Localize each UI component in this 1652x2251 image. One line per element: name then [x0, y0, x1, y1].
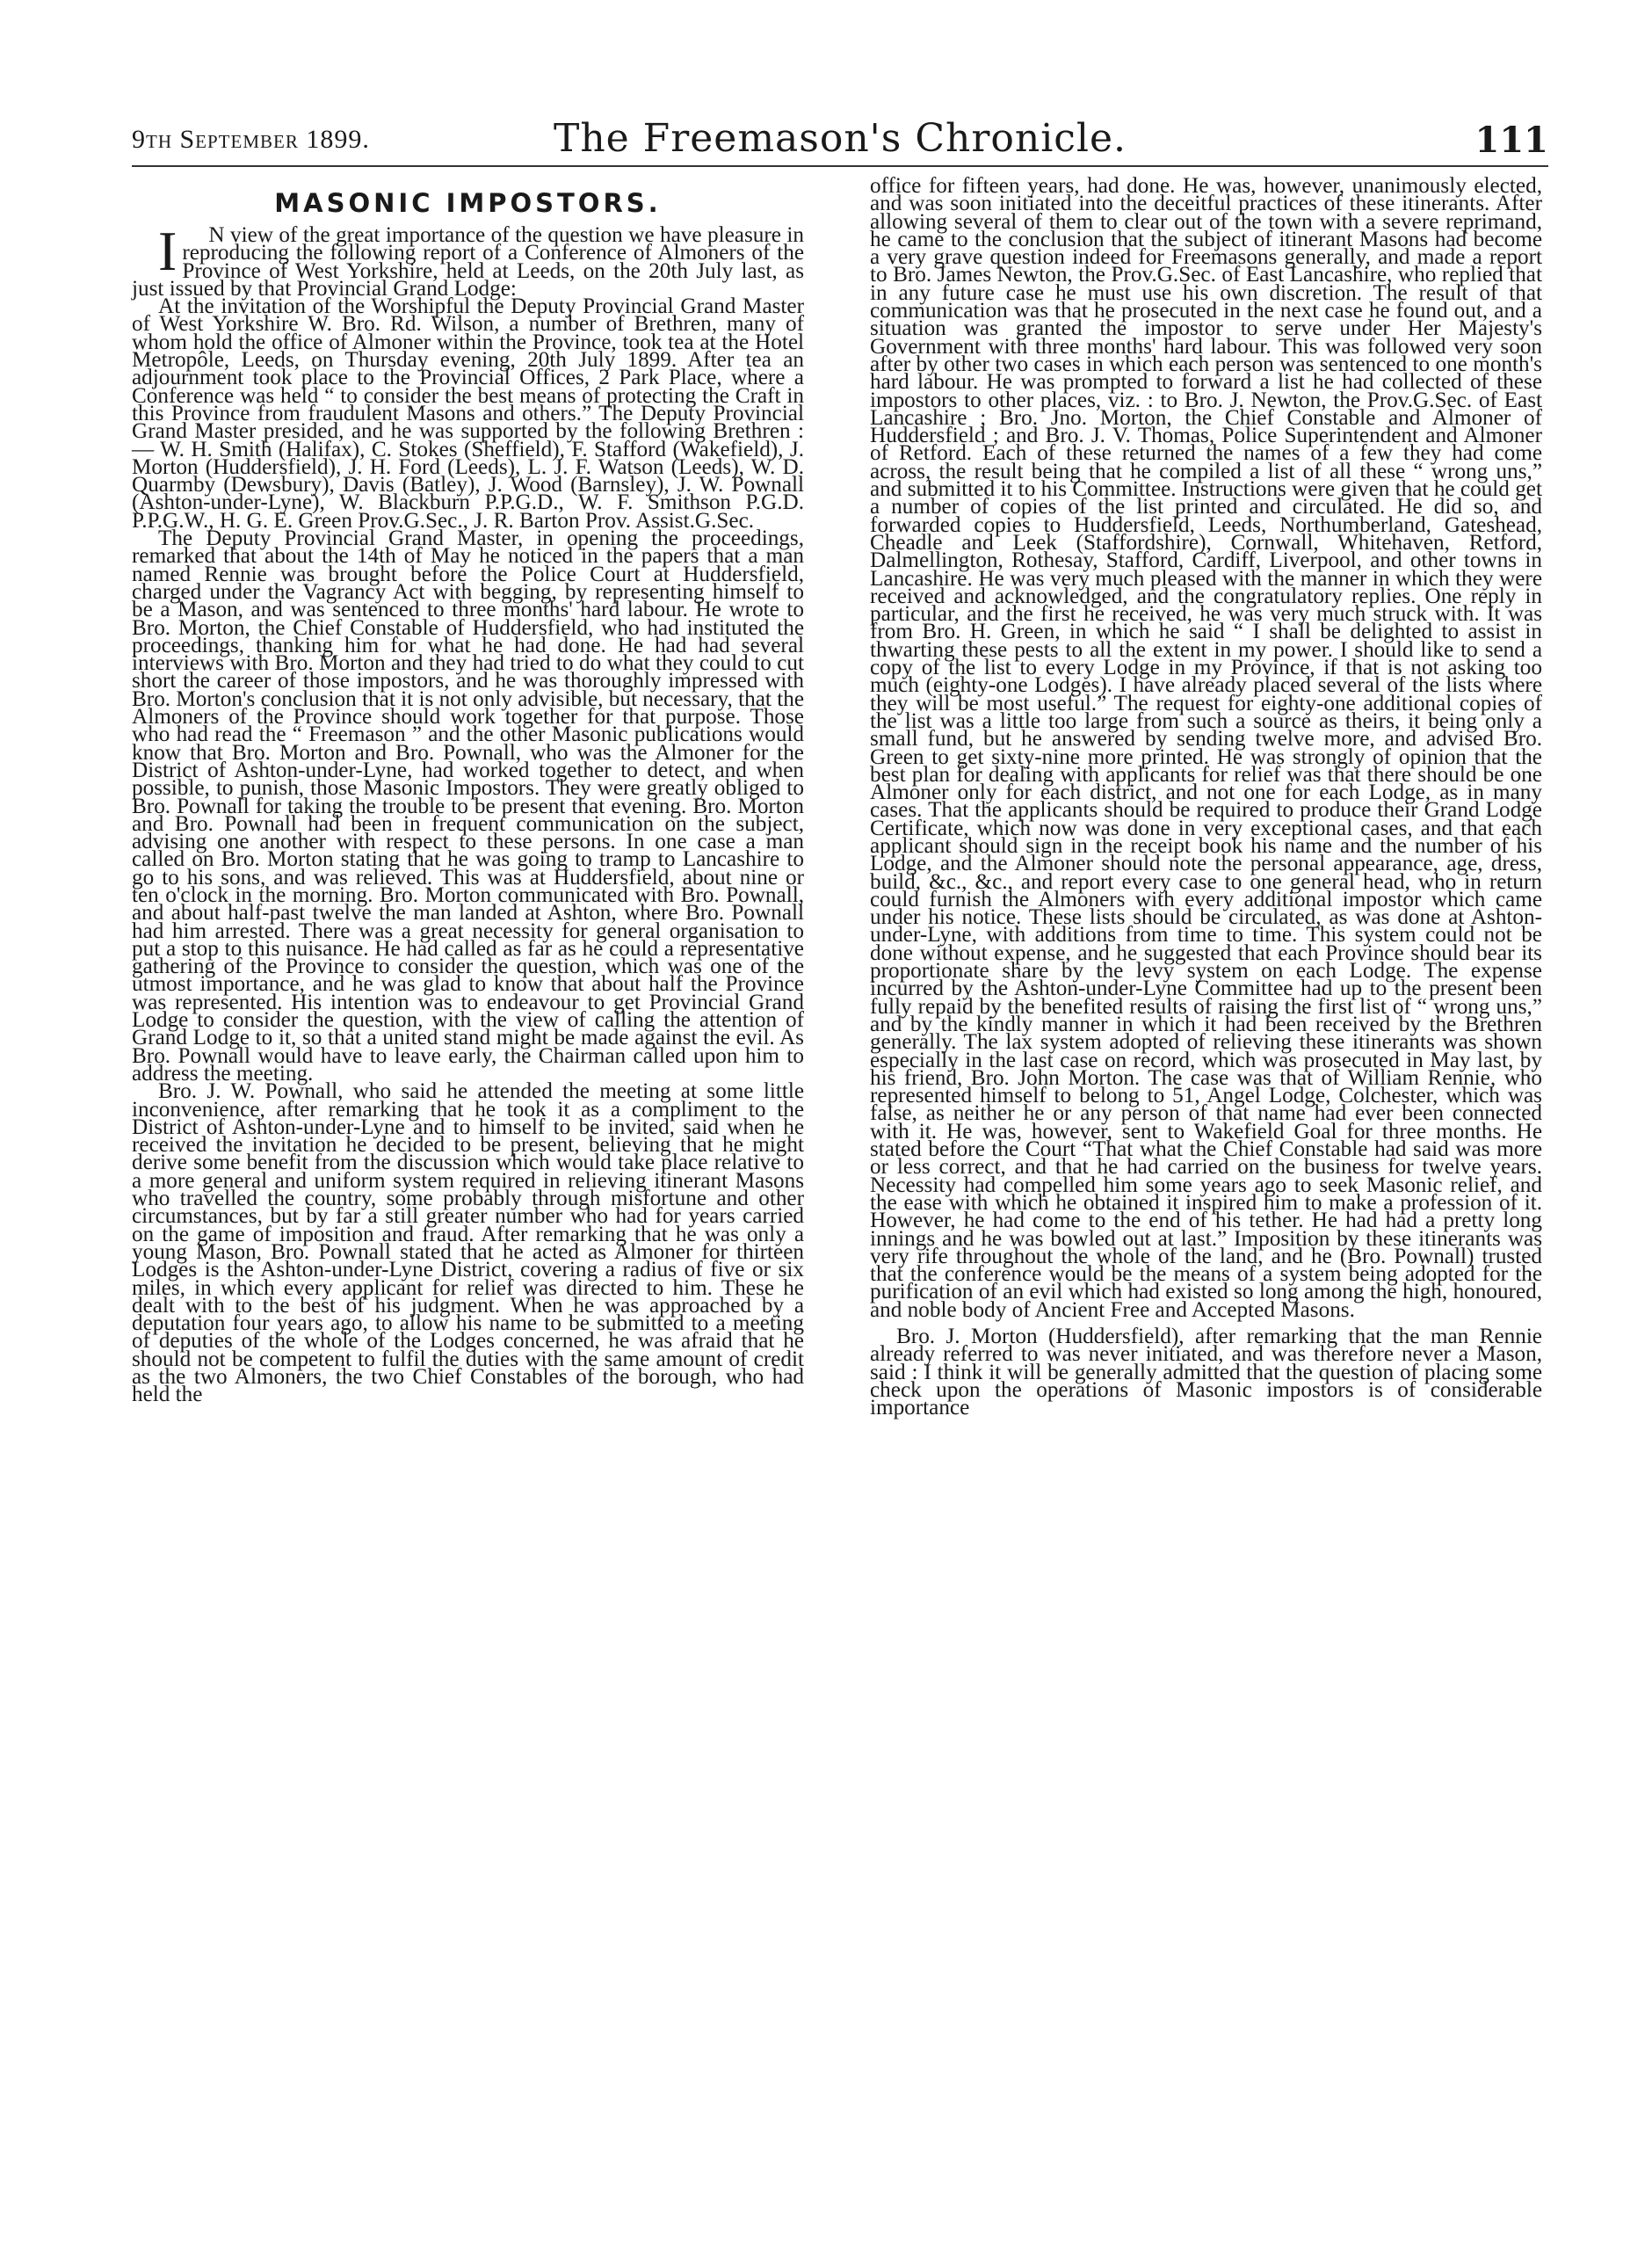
right-column — [870, 174, 1542, 1420]
left-column — [132, 178, 804, 1405]
drop-cap: I — [158, 220, 178, 282]
header-rule — [132, 165, 1548, 167]
paragraph: The Deputy Provincial Grand Master, in opening the proceedings, remarked that about the 14th of May he noticed in the papers that a man named Rennie was brought before the Police Court at Huddersfield, charged under the Vagrancy Act with begging, by representing himself to be a Mason, and was sentenced to three months' hard labour. He wrote to Bro. Morton, the Chief Constable of Huddersfield, who had instituted the proceedings, thanking him for what he had done. He had had several interviews with Bro. Morton and they had tried to do what they could to cut short the career of those impostors, and he was thoroughly impressed with Bro. Morton's conclusion that it is not only advisible, but necessary, that the Almoners of the Province should work together for that purpose. Those who had read the “ Freemason ” and the other Masonic publications would know that Bro. Morton and Bro. Pownall, who was the Almoner for the District of Ashton-under-Lyne, had worked together to detect, and when possible, to punish, those Masonic Impostors. They were greatly obliged to Bro. Pownall for taking the trouble to be present that evening. Bro. Morton and Bro. Pownall had been in frequent communication on the subject, advising one another with respect to these persons. In one case a man called on Bro. Morton stating that he was going to tramp to Lancashire to go to his sons, and was relieved. This was at Huddersfield, about nine or ten o'clock in the morning. Bro. Morton communicated with Bro. Pownall, and about half-past twelve the man landed at Ashton, where Bro. Pownall had him arrested. There was a great necessity for general organisation to put a stop to this nuisance. He had called as far as he could a representative gathering of the Province to consider the question, which was one of the utmost importance, and he was glad to know that about half the Province was represented. His intention was to endeavour to get Provincial Grand Lodge to consider the question, with the view of calling the attention of Grand Lodge to it, so that a united stand might be made against the evil. As Bro. Pownall would have to leave early, the Chairman called upon him to address the meeting. — [132, 526, 804, 1086]
paragraph: Bro. J. W. Pownall, who said he attended the meeting at some little inconvenience, after remarking that he took it as a compliment to the District of Ashton-under-Lyne and to himself to be invited, said when he received the invitation he decided to be present, believing that he might derive some benefit from the discussion which would take place relative to a more general and uniform system required in relieving itinerant Masons who travelled the country, some probably through misfortune and other circumstances, but by far a still greater number who had for years carried on the game of imposition and fraud. After remarking that he was only a young Mason, Bro. Pownall stated that he acted as Almoner for thirteen Lodges is the Ashton-under-Lyne District, covering a radius of five or six miles, in which every applicant for relief was directed to him. These he dealt with to the best of his judgment. When he was approached by a deputation four years ago, to allow his name to be submitted to a meeting of deputies of the whole of the Lodges concerned, he was afraid that he should not be competent to fulfil the duties with the same amount of credit as the two Almoners, the two Chief Constables of the borough, who had held the — [132, 1079, 804, 1407]
intro-paragraph — [132, 220, 804, 301]
article-heading: MASONIC IMPOSTORS. — [274, 188, 662, 218]
intro-text: N view of the great importance of the question we have pleasure in reproducing the following report of a Conference of Almoners of the Province of West Yorkshire, held at Leeds, on the 20th July last, as just issued by that Provincial Grand Lodge: — [132, 223, 804, 301]
publication-title: The Freemason's Chronicle. — [553, 116, 1127, 161]
paragraph: At the invitation of the Worshipful the Deputy Provincial Grand Master of West Yorkshire W. Bro. Rd. Wilson, a number of Brethren, many of whom hold the office of Almoner within the Province, took tea at the Hotel Metropôle, Leeds, on Thursday evening, 20th July 1899. After tea an adjournment took place to the Provincial Offices, 2 Park Place, where a Conference was held “ to consider the best means of protecting the Craft in this Province from fraudulent Masons and others.” The Deputy Provincial Grand Master presided, and he was supported by the following Brethren :— W. H. Smith (Halifax), C. Stokes (Sheffield), F. Stafford (Wakefield), J. Morton (Huddersfield), J. H. Ford (Leeds), L. J. F. Watson (Leeds), W. D. Quarmby (Dewsbury), Davis (Batley), J. Wood (Barnsley), J. W. Pownall (Ashton-under-Lyne), W. Blackburn P.P.G.D., W. F. Smithson P.G.D. P.P.G.W., H. G. E. Green Prov.G.Sec., J. R. Barton Prov. Assist.G.Sec. — [132, 294, 804, 533]
issue-date: 9th September 1899. — [132, 125, 370, 154]
paragraph: Bro. J. Morton (Huddersfield), after remarking that the man Rennie already referred to was never initiated, and was therefore never a Mason, said : I think it will be generally admitted that the question of placing some check upon the operations of Masonic impostors is of considerable importance — [870, 1325, 1542, 1420]
page-number: 111 — [1474, 120, 1548, 161]
page-header — [132, 116, 1548, 160]
paragraph: office for fifteen years, had done. He was, however, unanimously elected, and was soon initiated into the deceitful practices of these itinerants. After allowing several of them to clear out of the town with a severe reprimand, he came to the conclusion that the subject of itinerant Masons had become a very grave question indeed for Freemasons generally, and made a report to Bro. James Newton, the Prov.G.Sec. of East Lancashire, who replied that in any future case he must use his own discretion. The result of that communication was that he prosecuted in the next case he found out, and a situation was granted the impostor to serve under Her Majesty's Government with three months' hard labour. This was followed very soon after by other two cases in which each person was sentenced to one month's hard labour. He was prompted to forward a list he had collected of these impostors to other places, viz. : to Bro. J. Newton, the Prov.G.Sec. of East Lancashire ; Bro. Jno. Morton, the Chief Constable and Almoner of Huddersfield ; and Bro. J. V. Thomas, Police Superintendent and Almoner of Retford. Each of these returned the names of a few they had come across, the result being that he compiled a list of all these “ wrong uns,” and submitted it to his Committee. Instructions were given that he could get a number of copies of the list printed and circulated. He did so, and forwarded copies to Huddersfield, Leeds, Northumberland, Gateshead, Cheadle and Leek (Staffordshire), Cornwall, Whitehaven, Retford, Dalmellington, Rothesay, Stafford, Cardiff, Liverpool, and other towns in Lancashire. He was very much pleased with the manner in which they were received and acknowledged, and the congratulatory replies. One reply in particular, and the first he received, he was very much struck with. It was from Bro. H. Green, in which he said “ I shall be delighted to assist in thwarting these pests to all the extent in my power. I should like to send a copy of the list to every Lodge in my Province, if that is not asking too much (eighty-one Lodges). I have already placed several of the lists where they will be most useful.” The request for eighty-one additional copies of the list was a little too large from such a source as theirs, it being only a small fund, but he answered by sending twelve more, and advised Bro. Green to get sixty-nine more printed. He was strongly of opinion that the best plan for dealing with applicants for relief was that there should be one Almoner only for each district, and not one for each Lodge, as in many cases. That the applicants should be required to produce their Grand Lodge Certificate, which now was done in very exceptional cases, and that each applicant should sign in the receipt book his name and the number of his Lodge, and the Almoner should note the personal appearance, age, dress, build, &c., &c., and report every case to one general head, who in return could furnish the Almoners with every additional impostor which came under his notice. These lists should be circulated, as was done at Ashton-under-Lyne, with additions from time to time. This system could not be done without expense, and he suggested that each Province should bear its proportionate share by the levy system on each Lodge. The expense incurred by the Ashton-under-Lyne Committee had up to the present been fully repaid by the benefited results of raising the first list of “ wrong uns,” and by the kindly manner in which it had been received by the Brethren generally. The lax system adopted of relieving these itinerants was shown especially in the last case on record, which was prosecuted in May last, by his friend, Bro. John Morton. The case was that of William Rennie, who represented himself to belong to 51, Angel Lodge, Colchester, which was false, as neither he or any person of that name had ever been connected with it. He was, however, sent to Wakefield Goal for three months. He stated before the Court “That what the Chief Constable had said was more or less correct, and that he had carried on the business for twelve years. Necessity had compelled him some years ago to seek Masonic relief, and the ease with which he obtained it inspired him to make a profession of it. However, he had come to the end of his tether. He had had a pretty long innings and he was bowled out at last.” Imposition by these itinerants was very rife throughout the whole of the land, and he (Bro. Pownall) trusted that the conference would be the means of a system being adopted for the purification of an evil which had existed so long among the high, honoured, and noble body of Ancient Free and Accepted Masons. — [870, 174, 1542, 1322]
